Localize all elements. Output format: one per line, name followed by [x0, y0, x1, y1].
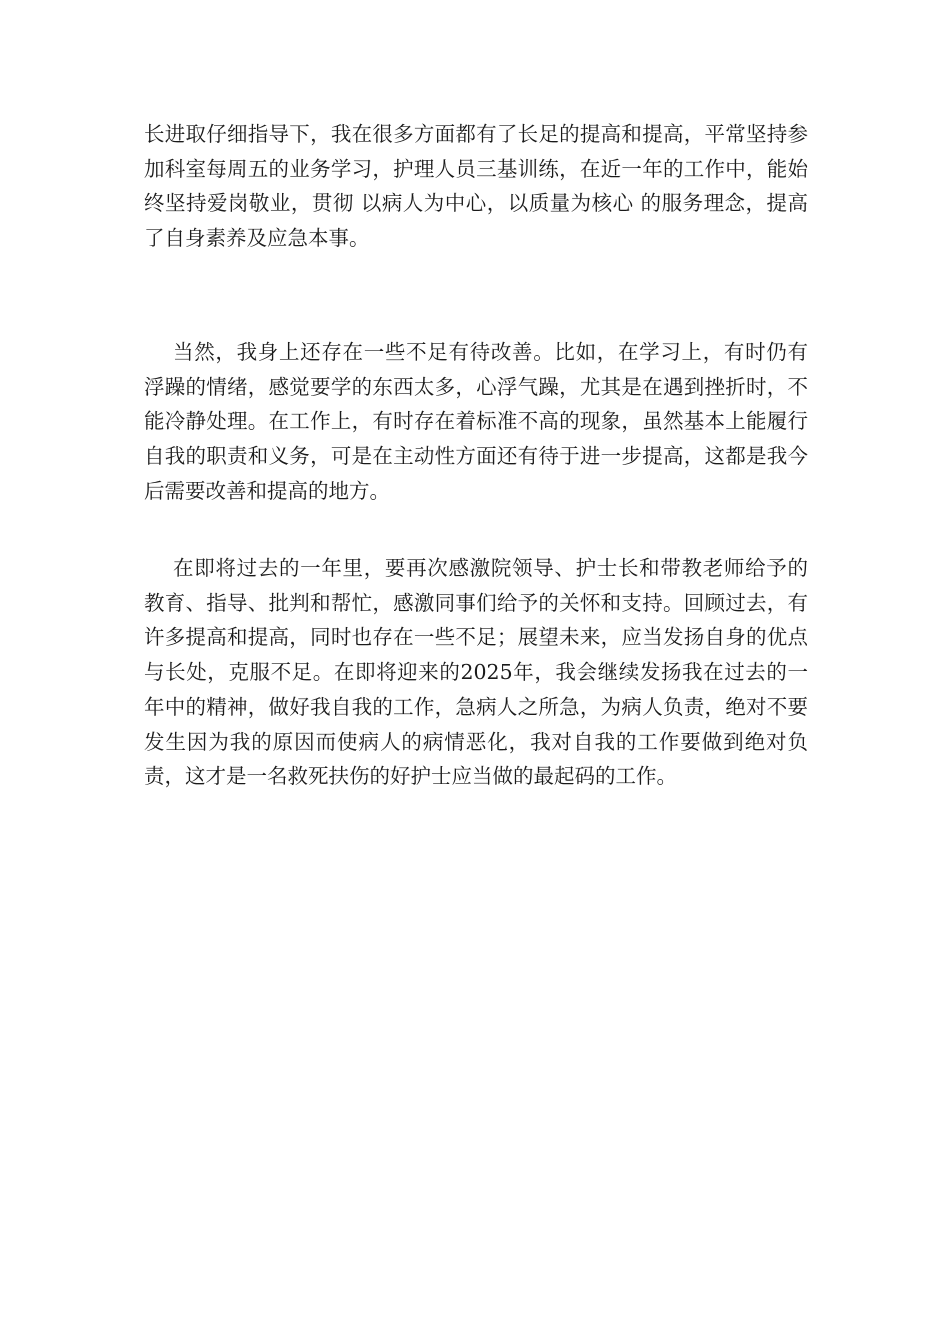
paragraph-outlook: 在即将过去的一年里，要再次感激院领导、护士长和带教老师给予的教育、指导、批判和帮忙，感激同事们给予的关怀和支持。回顾过去，有许多提高和提高，同时也存在一些不足；展望未来，应当发扬自身的优点与长处，克服不足。在即将迎来的2025年，我会继续发扬我在过去的一年中的精神，做好我自我的工作，急病人之所急，为病人负责，绝对不要发生因为我的原因而使病人的病情恶化，我对自我的工作要做到绝对负责，这才是一名救死扶伤的好护士应当做的最起码的工作。	[144, 556, 808, 789]
paragraph-shortcomings: 当然，我身上还存在一些不足有待改善。比如，在学习上，有时仍有浮躁的情绪，感觉要学的东西太多，心浮气躁，尤其是在遇到挫折时，不能冷静处理。在工作上，有时存在着标准不高的现象，虽然基本上能履行自我的职责和义务，可是在主动性方面还有待于进一步提高，这都是我今后需要改善和提高的地方。	[144, 340, 808, 503]
paragraph-continuation: 长进取仔细指导下，我在很多方面都有了长足的提高和提高，平常坚持参加科室每周五的业务学习，护理人员三基训练，在近一年的工作中，能始终坚持爱岗敬业，贯彻 以病人为中心，以质量为核心 的服务理念，提高了自身素养及应急本事。	[144, 122, 808, 251]
